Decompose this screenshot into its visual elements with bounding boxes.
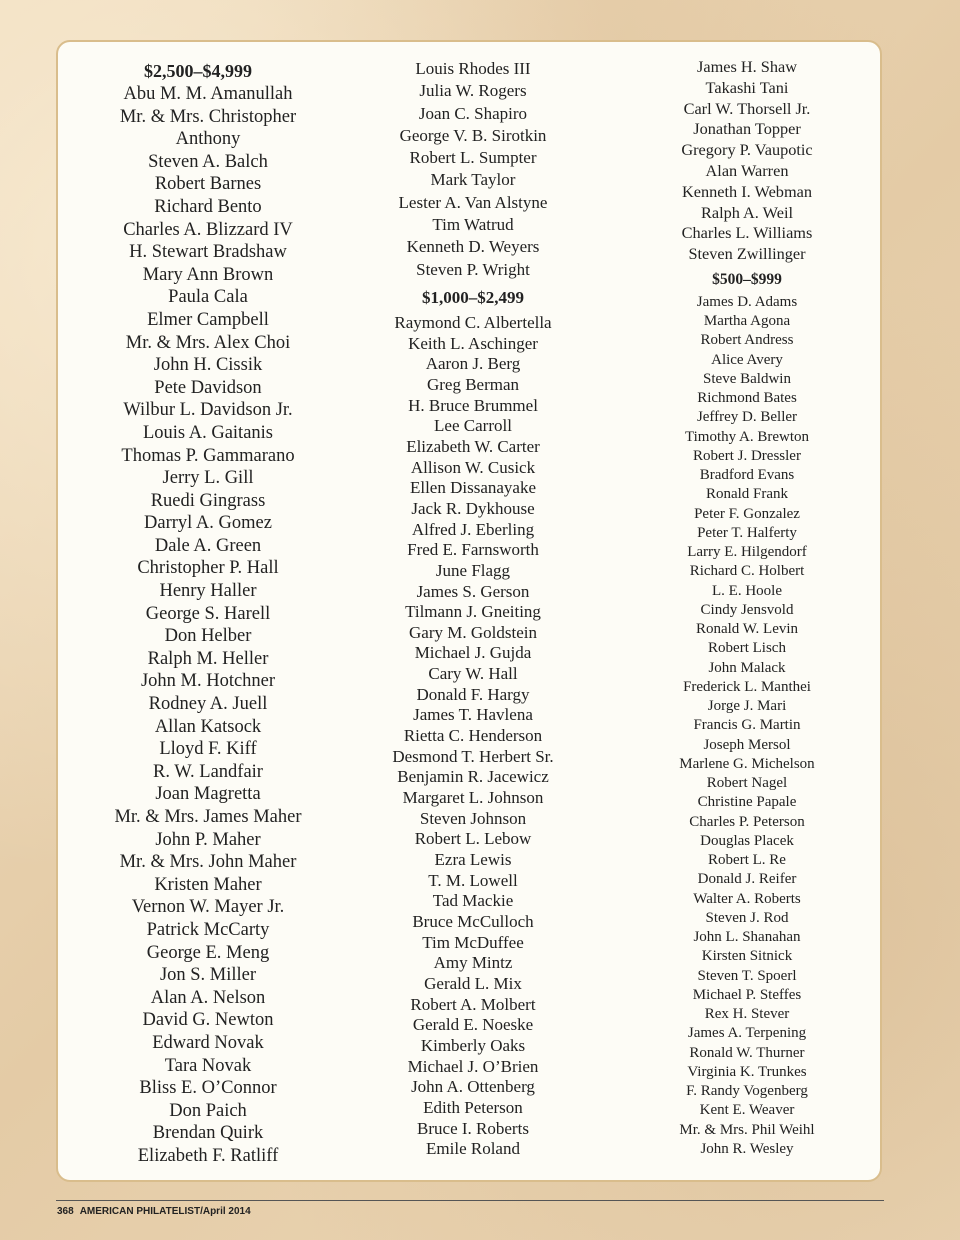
donor-name: Tara Novak — [164, 1055, 252, 1076]
donor-name: Steven T. Spoerl — [697, 967, 797, 984]
donor-name: Rodney A. Juell — [148, 694, 268, 715]
donor-name: Benjamin R. Jacewicz — [397, 767, 549, 787]
donor-name: Tilmann J. Gneiting — [405, 602, 541, 622]
donor-name: Rex H. Stever — [704, 1006, 790, 1023]
donor-name: John A. Ottenberg — [411, 1077, 535, 1097]
donor-name: Emile Roland — [426, 1139, 520, 1159]
donor-name: Jerry L. Gill — [162, 468, 254, 489]
donor-name: Donald F. Hargy — [416, 684, 530, 704]
donor-name: Lloyd F. Kiff — [159, 739, 257, 760]
donor-name: Robert Lisch — [708, 640, 786, 657]
donor-name: Tim Watrud — [432, 215, 514, 235]
donor-name: Greg Berman — [426, 374, 520, 394]
donor-name: John L. Shanahan — [693, 929, 801, 946]
donor-name: Gerald E. Noeske — [412, 1015, 534, 1035]
donor-name: Joan C. Shapiro — [418, 103, 528, 123]
donor-name: Raymond C. Albertella — [394, 312, 552, 332]
donor-name: Robert A. Molbert — [410, 994, 536, 1014]
donor-name: Fred E. Farnsworth — [407, 540, 539, 560]
donor-name: Jeffrey D. Beller — [696, 409, 798, 426]
donor-name: Jon S. Miller — [159, 965, 257, 986]
footer-rule — [56, 1200, 884, 1201]
donor-name: Edward Novak — [152, 1032, 264, 1053]
donor-name: Michael J. O’Brien — [407, 1056, 539, 1076]
donor-name: Francis G. Martin — [693, 717, 801, 734]
donor-name: Brendan Quirk — [152, 1123, 264, 1144]
donor-name: Frederick L. Manthei — [683, 678, 811, 695]
donor-name: Edith Peterson — [423, 1097, 523, 1117]
donor-name: Kenneth D. Weyers — [406, 237, 540, 257]
footer-separator: / — [200, 1206, 203, 1217]
donor-name: John P. Maher — [155, 829, 261, 850]
donor-name: Mark Taylor — [430, 170, 516, 190]
donor-name: Julia W. Rogers — [419, 81, 527, 101]
donor-name: Aaron J. Berg — [425, 354, 521, 374]
donor-name: Wilbur L. Davidson Jr. — [123, 400, 293, 421]
donor-column-2 — [358, 58, 588, 1160]
donor-name: Mr. & Mrs. Christopher — [119, 106, 297, 127]
donor-name: Gregory P. Vaupotic — [681, 140, 813, 160]
donor-name: Charles P. Peterson — [689, 813, 805, 830]
issue-date: April 2014 — [202, 1206, 251, 1217]
donor-name: Charles L. Williams — [681, 223, 813, 243]
donor-name: Martha Agona — [703, 313, 791, 330]
donor-name: Mr. & Mrs. Alex Choi — [125, 332, 291, 353]
donor-name: Walter A. Roberts — [693, 890, 801, 907]
donor-name: Ralph M. Heller — [147, 648, 269, 669]
donor-name: Paula Cala — [168, 287, 248, 308]
donor-column-1 — [58, 59, 358, 1168]
donor-name: Louis Rhodes III — [415, 59, 531, 78]
donor-name: Joseph Mersol — [703, 736, 791, 753]
donor-name: Allan Katsock — [154, 716, 262, 737]
donor-name: Anthony — [175, 129, 241, 150]
donor-name: Lee Carroll — [434, 416, 512, 436]
donor-name: Don Helber — [164, 626, 252, 647]
donor-name: Jack R. Dykhouse — [411, 498, 535, 518]
donor-name: Louis A. Gaitanis — [142, 422, 273, 443]
donor-name: Ezra Lewis — [434, 850, 512, 870]
donor-name: Marlene G. Michelson — [679, 755, 815, 772]
donor-name: Ralph A. Weil — [700, 202, 793, 222]
donor-name: Pete Davidson — [154, 377, 262, 398]
donor-name: Abu M. M. Amanullah — [123, 84, 293, 104]
donor-name: Michael P. Steffes — [692, 986, 802, 1003]
donor-name: Jonathan Topper — [693, 119, 801, 139]
donor-name: Robert Barnes — [154, 174, 262, 195]
page-footer — [57, 1206, 251, 1217]
donor-name: Elizabeth F. Ratliff — [137, 1145, 279, 1166]
donor-name: Patrick McCarty — [146, 919, 270, 940]
donor-name: John M. Hotchner — [140, 671, 276, 692]
donor-name: Tim McDuffee — [422, 932, 524, 952]
donor-name: Alfred J. Eberling — [411, 519, 535, 539]
donor-name: James A. Terpening — [687, 1025, 807, 1042]
donor-name: Alan A. Nelson — [150, 987, 266, 1008]
donor-name: Kristen Maher — [154, 874, 262, 895]
donor-name: John R. Wesley — [700, 1140, 794, 1157]
giving-level-heading: $1,000–$2,499 — [422, 287, 524, 307]
donor-name: Tad Mackie — [432, 891, 514, 911]
donor-name: Cindy Jensvold — [700, 601, 794, 618]
donor-name: Richmond Bates — [697, 390, 797, 407]
donor-name: Dale A. Green — [154, 535, 262, 556]
donor-name: Kirsten Sitnick — [701, 948, 793, 965]
donor-name: Steven P. Wright — [416, 259, 530, 279]
donor-name: Charles A. Blizzard IV — [123, 219, 293, 240]
donor-name: George E. Meng — [146, 942, 270, 963]
donor-name: Mr. & Mrs. John Maher — [119, 852, 297, 873]
donor-name: H. Bruce Brummel — [408, 395, 538, 415]
donor-name: F. Randy Vogenberg — [686, 1083, 808, 1100]
donor-name: June Flagg — [435, 560, 511, 580]
donor-name: Robert J. Dressler — [693, 447, 801, 464]
giving-level-heading: $2,500–$4,999 — [144, 61, 252, 81]
donor-name: Douglas Placek — [700, 832, 794, 849]
donor-name: Ronald W. Levin — [695, 621, 799, 638]
donor-name: Elmer Campbell — [147, 309, 269, 330]
donor-name: T. M. Lowell — [428, 870, 518, 890]
donor-name: David G. Newton — [142, 1010, 274, 1031]
donor-name: Vernon W. Mayer Jr. — [131, 897, 285, 918]
donor-name: Mr. & Mrs. Phil Weihl — [679, 1121, 815, 1138]
donor-name: Jorge J. Mari — [707, 698, 787, 715]
donor-name: Allison W. Cusick — [410, 457, 536, 477]
donor-name: Robert Andress — [700, 332, 794, 349]
donor-name: Steven Johnson — [419, 808, 527, 828]
donor-name: L. E. Hoole — [712, 582, 782, 599]
donor-name: John Malack — [708, 659, 786, 676]
donor-name: Robert L. Re — [708, 852, 786, 869]
donor-name: Henry Haller — [159, 581, 257, 602]
donor-name: Bliss E. O’Connor — [139, 1078, 277, 1099]
publication-name: AMERICAN PHILATELIST — [79, 1206, 201, 1217]
donor-name: Alan Warren — [705, 160, 789, 180]
donor-name: Ronald Frank — [705, 486, 789, 503]
donor-name: Christopher P. Hall — [137, 558, 279, 579]
page-number: 368 — [57, 1206, 74, 1217]
donor-name: Darryl A. Gomez — [144, 513, 272, 534]
donor-name: Cary W. Hall — [428, 664, 518, 684]
donor-name: Peter F. Gonzalez — [694, 505, 800, 522]
donor-name: Thomas P. Gammarano — [121, 445, 295, 466]
donor-name: Steven Zwillinger — [688, 244, 806, 264]
donor-name: Bradford Evans — [699, 467, 795, 484]
donor-name: James S. Gerson — [416, 581, 530, 601]
donor-name: Rietta C. Henderson — [403, 726, 543, 746]
donor-name: Joan Magretta — [155, 784, 261, 805]
donor-name: Bruce McCulloch — [412, 912, 534, 931]
donor-name: Richard Bento — [154, 196, 262, 217]
donor-name: Christine Papale — [697, 794, 797, 811]
donor-name: George V. B. Sirotkin — [399, 125, 547, 145]
donor-name: Amy Mintz — [433, 953, 513, 973]
donor-name: Timothy A. Brewton — [684, 428, 810, 445]
donor-name: Peter T. Halferty — [697, 524, 797, 541]
donor-name: Ronald W. Thurner — [689, 1044, 805, 1061]
donor-name: James H. Shaw — [697, 57, 797, 76]
donor-name: H. Stewart Bradshaw — [129, 242, 287, 263]
donor-name: Gary M. Goldstein — [409, 622, 537, 642]
donor-name: George S. Harell — [145, 603, 271, 624]
donor-name: Carl W. Thorsell Jr. — [683, 98, 811, 118]
donor-name: James D. Adams — [696, 293, 798, 310]
giving-level-heading: $500–$999 — [712, 270, 782, 288]
donor-name: Elizabeth W. Carter — [406, 436, 540, 456]
donor-name: Steven J. Rod — [705, 909, 789, 926]
donor-list-panel — [56, 40, 882, 1182]
donor-name: Mr. & Mrs. James Maher — [114, 807, 302, 827]
donor-name: Steve Baldwin — [703, 370, 791, 387]
donor-name: Lester A. Van Alstyne — [398, 192, 548, 212]
donor-name: Steven A. Balch — [148, 151, 268, 172]
donor-name: Mary Ann Brown — [142, 264, 274, 285]
donor-name: Robert Nagel — [706, 775, 788, 792]
donor-name: Kenneth I. Webman — [682, 181, 812, 201]
donor-name: Takashi Tani — [705, 77, 789, 97]
donor-name: Ruedi Gingrass — [150, 490, 266, 511]
donor-name: Michael J. Gujda — [414, 643, 532, 663]
donor-name: Virginia K. Trunkes — [687, 1063, 807, 1080]
donor-name: Kimberly Oaks — [420, 1035, 526, 1055]
donor-name: Alice Avery — [711, 351, 783, 368]
donor-name: Donald J. Reifer — [697, 871, 797, 888]
donor-column-3 — [613, 57, 881, 1159]
donor-name: James T. Havlena — [413, 705, 533, 725]
donor-name: Desmond T. Herbert Sr. — [392, 746, 554, 766]
donor-name: Ellen Dissanayake — [409, 478, 537, 498]
donor-name: Don Paich — [169, 1100, 247, 1121]
donor-name: Robert L. Sumpter — [409, 148, 537, 168]
donor-name: Robert L. Lebow — [414, 829, 532, 849]
donor-name: Kent E. Weaver — [699, 1102, 795, 1119]
donor-name: Keith L. Aschinger — [408, 333, 538, 353]
donor-name: Bruce I. Roberts — [417, 1118, 529, 1138]
donor-name: R. W. Landfair — [153, 761, 263, 782]
donor-name: Larry E. Hilgendorf — [687, 544, 807, 561]
donor-name: Gerald L. Mix — [424, 973, 522, 993]
donor-name: Margaret L. Johnson — [402, 788, 544, 808]
donor-name: Richard C. Holbert — [689, 563, 805, 580]
donor-name: John H. Cissik — [153, 355, 263, 376]
